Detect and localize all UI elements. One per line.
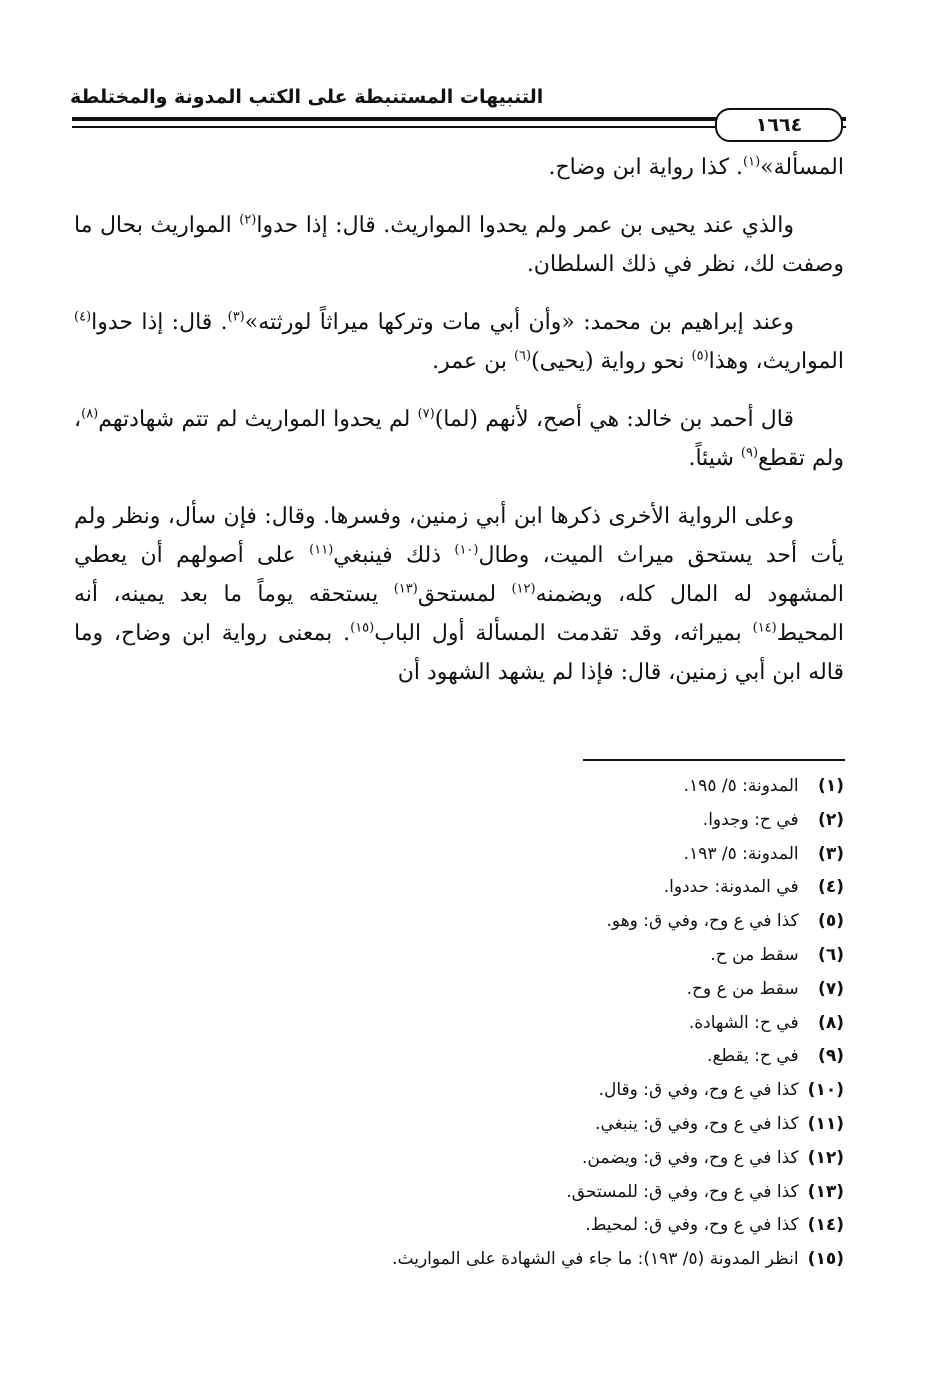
footnote-text: كذا في ع وح، وفي ق: ويضمن. [582, 1147, 799, 1168]
footnote [74, 770, 844, 804]
running-title: التنبيهات المستنبطة على الكتب المدونة والمختلطة [70, 86, 544, 108]
footnote-number: (٣) [818, 843, 844, 864]
footnote-text: سقط من ع وح. [686, 978, 799, 999]
paragraph-text: ، ولم تقطع [74, 407, 844, 471]
footnote-ref: (٤) [74, 309, 92, 325]
footnote-ref: (١) [743, 154, 761, 170]
paragraph-text: على أصولهم أن يعطي المشهود له المال كله، ويضمنه [74, 543, 844, 607]
footnote-number: (٧) [818, 978, 844, 999]
footnote [74, 1074, 844, 1108]
footnote-text: كذا في ع وح، وفي ق: وقال. [598, 1080, 799, 1101]
paragraph [74, 497, 844, 692]
footnote-number: (١٢) [807, 1147, 844, 1168]
paragraph-text: ذلك فينبغي [333, 543, 455, 568]
footnote [74, 1243, 844, 1277]
paragraph-text: وعند إبراهيم بن محمد: «وأن أبي مات وتركها ميراثاً لورثته» [244, 310, 794, 335]
footnotes [74, 770, 844, 1277]
footnote-text: كذا في ع وح، وفي ق: وهو. [606, 911, 799, 932]
paragraph-text: المواريث، وهذا [708, 349, 844, 374]
footnote-number: (٤) [818, 877, 844, 898]
footnote-text: في ح: يقطع. [707, 1046, 799, 1067]
footnote-number: (٦) [818, 944, 844, 965]
footnote-ref: (٣) [227, 309, 245, 325]
footnote [74, 1176, 844, 1210]
paragraph-text: المسألة» [760, 155, 844, 180]
footnote-text: انظر المدونة (٥/ ١٩٣): ما جاء في الشهادة على المواريث. [392, 1249, 799, 1270]
footnote-text: سقط من ح. [710, 944, 799, 965]
footnote-ref: (١٣) [393, 581, 418, 597]
footnote-ref: (٩) [740, 445, 759, 461]
footnote-ref: (١١) [309, 542, 334, 558]
footnote [74, 973, 844, 1007]
paragraph-text: شيئاً. [688, 446, 741, 471]
footnote-number: (٨) [818, 1012, 844, 1033]
paragraph-text: يستحقه يوماً ما بعد يمينه، أنه المحيط [74, 582, 844, 646]
footnote [74, 1040, 844, 1074]
footnote [74, 1007, 844, 1041]
footnote [74, 1142, 844, 1176]
footnote [74, 939, 844, 973]
footnote-ref: (٧) [417, 406, 435, 422]
footnote-ref: (٨) [81, 406, 99, 422]
footnote-number: (١٣) [807, 1181, 844, 1202]
footnote [74, 1108, 844, 1142]
footnote [74, 838, 844, 872]
paragraph [74, 206, 844, 284]
paragraph-text: . كذا رواية ابن وضاح. [548, 155, 744, 180]
paragraph-text: المواريث بحال ما وصفت لك، نظر في ذلك السلطان. [74, 213, 844, 277]
footnote-text: في ح: الشهادة. [688, 1012, 799, 1033]
footnote-number: (٥) [818, 911, 844, 932]
paragraph-text: قال أحمد بن خالد: هي أصح، لأنهم (لما) [434, 407, 794, 432]
paragraph-text: لم يحدوا المواريث لم تتم شهادتهم [98, 407, 418, 432]
footnote-text: كذا في ع وح، وفي ق: ينبغي. [595, 1113, 799, 1134]
footnote-text: المدونة: ٥/ ١٩٥. [683, 776, 799, 796]
footnote-text: كذا في ع وح، وفي ق: للمستحق. [566, 1181, 799, 1202]
footnote-ref: (١٠) [454, 542, 479, 558]
footnote [74, 871, 844, 905]
paragraph [74, 400, 844, 478]
footnote-ref: (١٢) [511, 581, 536, 597]
footnote-text: المدونة: ٥/ ١٩٣. [683, 843, 799, 864]
paragraph-text: . بمعنى رواية ابن وضاح، وما قاله ابن أبي زمنين، قال: فإذا لم يشهد الشهود أن [74, 621, 844, 685]
paragraph-text: وعلى الرواية الأخرى ذكرها ابن أبي زمنين، وفسرها. وقال: فإن سأل، ونظر ولم يأت أحد يستحق ميراث الميت، وطال [74, 504, 844, 568]
footnote-ref: (١٤) [752, 620, 777, 636]
footnote-ref: (١٥) [350, 620, 375, 636]
main-text [74, 148, 844, 711]
page-number: ١٦٦٤ [715, 108, 843, 142]
footnote-text: في ح: وجدوا. [702, 809, 799, 830]
footnote-number: (١٠) [807, 1080, 844, 1101]
footnote-number: (٩) [818, 1046, 844, 1067]
footnote-text: في المدونة: حددوا. [663, 877, 799, 898]
footnote-ref: (٢) [239, 212, 257, 228]
footnote-number: (٢) [818, 809, 844, 830]
paragraph-text: بميراثه، وقد تقدمت المسألة أول الباب [374, 621, 753, 646]
footnote [74, 1209, 844, 1243]
paragraph-text: والذي عند يحيى بن عمر ولم يحدوا المواريث. قال: إذا حدوا [256, 213, 794, 238]
footnote-separator [583, 759, 845, 761]
footnote-number: (١٤) [807, 1215, 844, 1236]
paragraph-text: بن عمر. [432, 349, 514, 374]
footnote-number: (١٥) [807, 1249, 844, 1270]
paragraph [74, 303, 844, 381]
paragraph-text: نحو رواية (يحيى) [531, 349, 692, 374]
paragraph-text: لمستحق [417, 582, 512, 607]
footnote-ref: (٥) [691, 348, 709, 364]
footnote [74, 804, 844, 838]
footnote-ref: (٦) [513, 348, 532, 364]
footnote-text: كذا في ع وح، وفي ق: لمحيط. [585, 1215, 799, 1236]
footnote-number: (١) [818, 776, 844, 796]
footnote [74, 905, 844, 939]
paragraph-text: . قال: إذا حدوا [91, 310, 228, 335]
paragraph [74, 148, 844, 187]
footnote-number: (١١) [807, 1113, 844, 1134]
